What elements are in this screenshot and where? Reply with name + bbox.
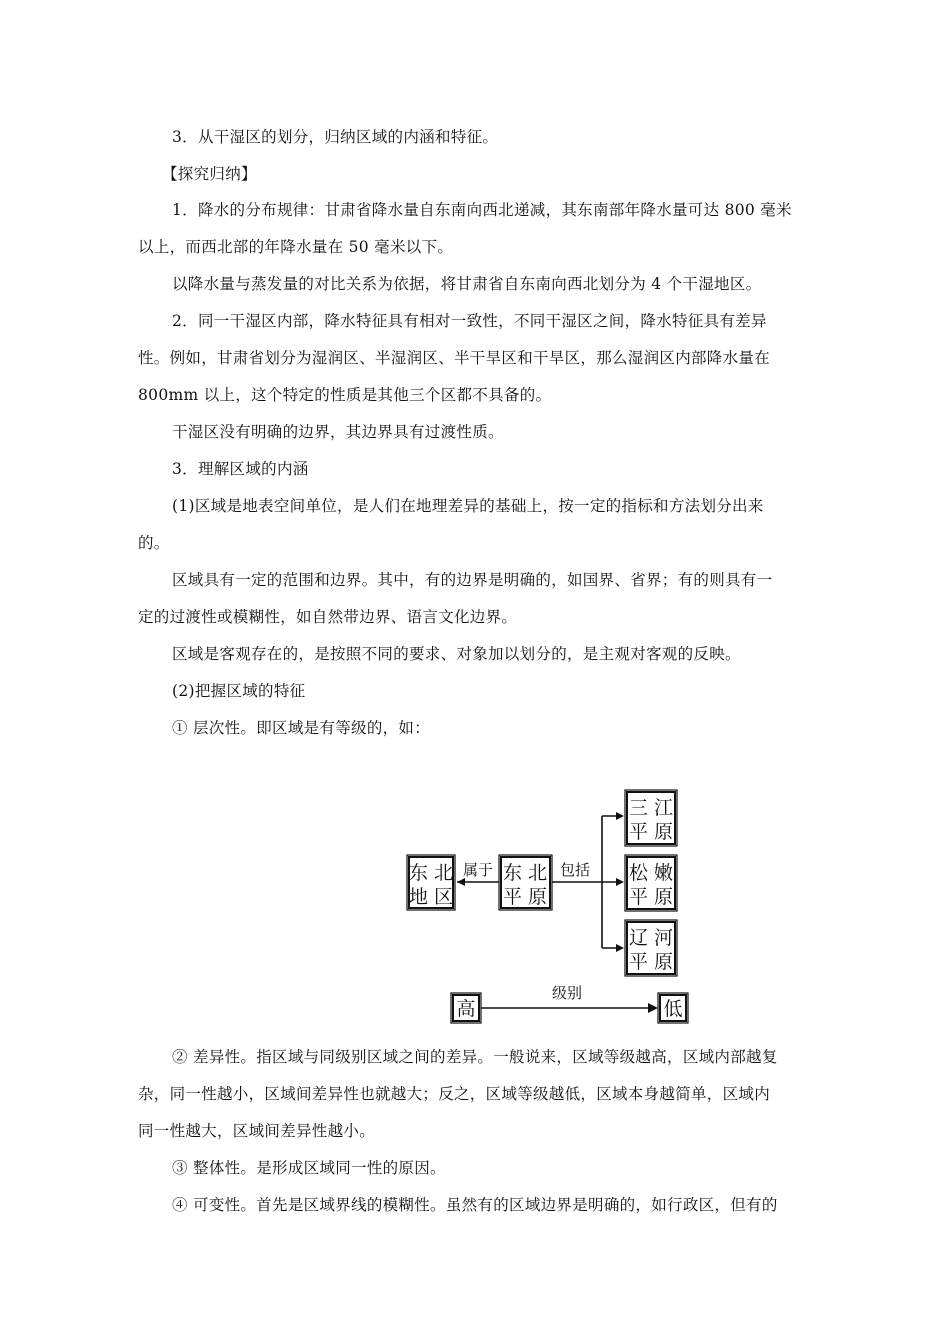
- plain-box-line-2: 平 原: [502, 886, 548, 908]
- paragraph-1-line-2: 以上，而西北部的年降水量在 50 毫米以下。: [138, 238, 454, 256]
- sub-plain-3-line-2: 平 原: [628, 951, 674, 973]
- subheading-2: (2)把握区域的特征: [172, 682, 306, 700]
- sub-plain-2-line-1: 松 嫩: [628, 862, 674, 884]
- section-heading: 【探究归纳】: [162, 165, 257, 183]
- paragraph-6-line-1: 区域具有一定的范围和边界。其中，有的边界是明确的，如国界、省界；有的则具有一: [172, 571, 773, 589]
- question-3: 3．从干湿区的划分，归纳区域的内涵和特征。: [172, 128, 499, 146]
- paragraph-2: 以降水量与蒸发量的对比关系为依据，将甘肃省自东南向西北划分为 4 个干湿地区。: [172, 275, 762, 293]
- point-2-line-1: ② 差异性。指区域与同级别区域之间的差异。一般说来，区域等级越高，区域内部越复: [172, 1048, 778, 1066]
- paragraph-7: 区域是客观存在的，是按照不同的要求、对象加以划分的，是主观对客观的反映。: [172, 645, 741, 663]
- region-box-line-1: 东 北: [408, 862, 454, 884]
- paragraph-1-line-1: 1．降水的分布规律：甘肃省降水量自东南向西北递减，其东南部年降水量可达 800 毫米: [172, 201, 792, 219]
- paragraph-3-line-1: 2．同一干湿区内部，降水特征具有相对一致性，不同干湿区之间，降水特征具有差异: [172, 312, 767, 330]
- point-1: ① 层次性。即区域是有等级的，如：: [172, 719, 431, 737]
- paragraph-5-line-1: (1)区域是地表空间单位，是人们在地理差异的基础上，按一定的指标和方法划分出来: [172, 497, 764, 515]
- paragraph-5-line-2: 的。: [138, 534, 170, 552]
- paragraph-6-line-2: 定的过渡性或模糊性，如自然带边界、语言文化边界。: [138, 608, 518, 626]
- sub-plain-3-line-1: 辽 河: [628, 927, 674, 949]
- region-hierarchy-diagram: [395, 788, 715, 1028]
- sub-plain-2-line-2: 平 原: [628, 886, 674, 908]
- region-box-line-2: 地 区: [408, 886, 454, 908]
- point-2-line-2: 杂，同一性越小，区域间差异性也就越大；反之，区域等级越低，区域本身越简单，区域内: [138, 1085, 771, 1103]
- scale-low: 低: [663, 998, 683, 1020]
- paragraph-4: 干湿区没有明确的边界，其边界具有过渡性质。: [172, 423, 504, 441]
- subheading-3: 3．理解区域的内涵: [172, 460, 309, 478]
- paragraph-3-line-2: 性。例如，甘肃省划分为湿润区、半湿润区、半干旱区和干旱区，那么湿润区内部降水量在: [138, 349, 771, 367]
- includes-label: 包括: [559, 861, 591, 879]
- plain-box-line-1: 东 北: [502, 862, 548, 884]
- scale-label: 级别: [551, 984, 583, 1002]
- belongs-label: 属于: [462, 861, 494, 879]
- sub-plain-1-line-2: 平 原: [628, 821, 674, 843]
- point-3: ③ 整体性。是形成区域同一性的原因。: [172, 1159, 446, 1177]
- sub-plain-1-line-1: 三 江: [628, 797, 674, 819]
- paragraph-3-line-3: 800mm 以上，这个特定的性质是其他三个区都不具备的。: [138, 386, 552, 404]
- point-2-line-3: 同一性越大，区域间差异性越小。: [138, 1122, 376, 1140]
- scale-high: 高: [456, 998, 476, 1020]
- point-4-line-1: ④ 可变性。首先是区域界线的模糊性。虽然有的区域边界是明确的，如行政区，但有的: [172, 1196, 778, 1214]
